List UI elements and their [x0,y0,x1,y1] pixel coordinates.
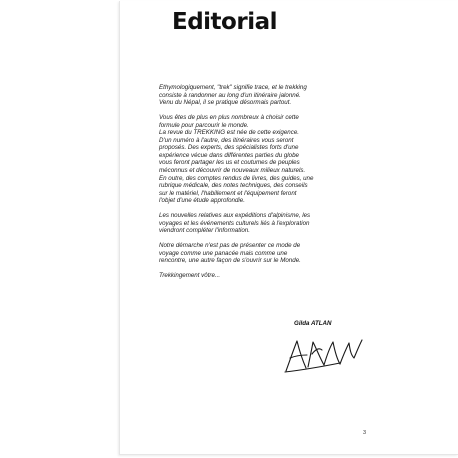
paragraph [159,272,369,280]
editorial-body [159,84,369,288]
paragraph [159,212,369,235]
text-line: Venu du Népal, il se pratique désormais partout. [159,99,292,107]
text-line: vous feront partager les us et coutumes de peuples [159,159,300,167]
text-line: Notre démarche n'est pas de présenter ce mode de [159,242,301,250]
text-line: Vous êtes de plus en plus nombreux à choisir cette [159,114,299,122]
text-line: Ethymologiquement, "trek" signifie trace, et le trekking [159,84,307,91]
handwritten-signature-icon [282,337,374,375]
text-line: consiste à randonner au long d'un itinéraire jalonné. [159,91,301,99]
text-line: viendront compléter l'information. [159,227,250,235]
text-line: proposés. Des experts, des spécialistes forts d'une [159,144,299,152]
text-line: La revue du TREKKING est née de cette exigence. [159,129,299,137]
text-line: sur le matériel, l'habillement et l'équipement feront [159,189,297,197]
text-line: Trekkingement vôtre... [159,272,221,280]
text-line: En outre, des comptes rendus de livres, des guides, une [159,174,314,182]
text-line: méconnus et découvrir de nouveaux milieux naturels. [159,166,306,174]
text-line: rencontre, une autre façon de s'ouvrir sur le Monde. [159,257,301,265]
page-number: 3 [363,430,367,436]
text-line: expérience vécue dans différentes parties du globe [159,151,299,159]
text-line: Les nouvelles relatives aux expéditions d'alpinisme, les [159,212,311,220]
text-line: l'objet d'une étude approfondie. [159,197,245,205]
text-line: voyage comme une panacée mais comme une [159,249,288,257]
text-line: voyages et les événements culturels liés à l'exploration [159,219,310,227]
author-name: Gilda ATLAN [294,320,332,327]
paragraph [159,242,369,265]
page-title: Editorial [172,9,277,35]
text-line: D'un numéro à l'autre, des itinéraires vous seront [159,136,294,144]
text-line: formule pour parcourir le monde. [159,121,249,129]
paragraph [159,84,369,107]
paragraph [159,114,369,205]
text-line: rubrique médicale, des notes techniques, des conseils [159,182,308,190]
